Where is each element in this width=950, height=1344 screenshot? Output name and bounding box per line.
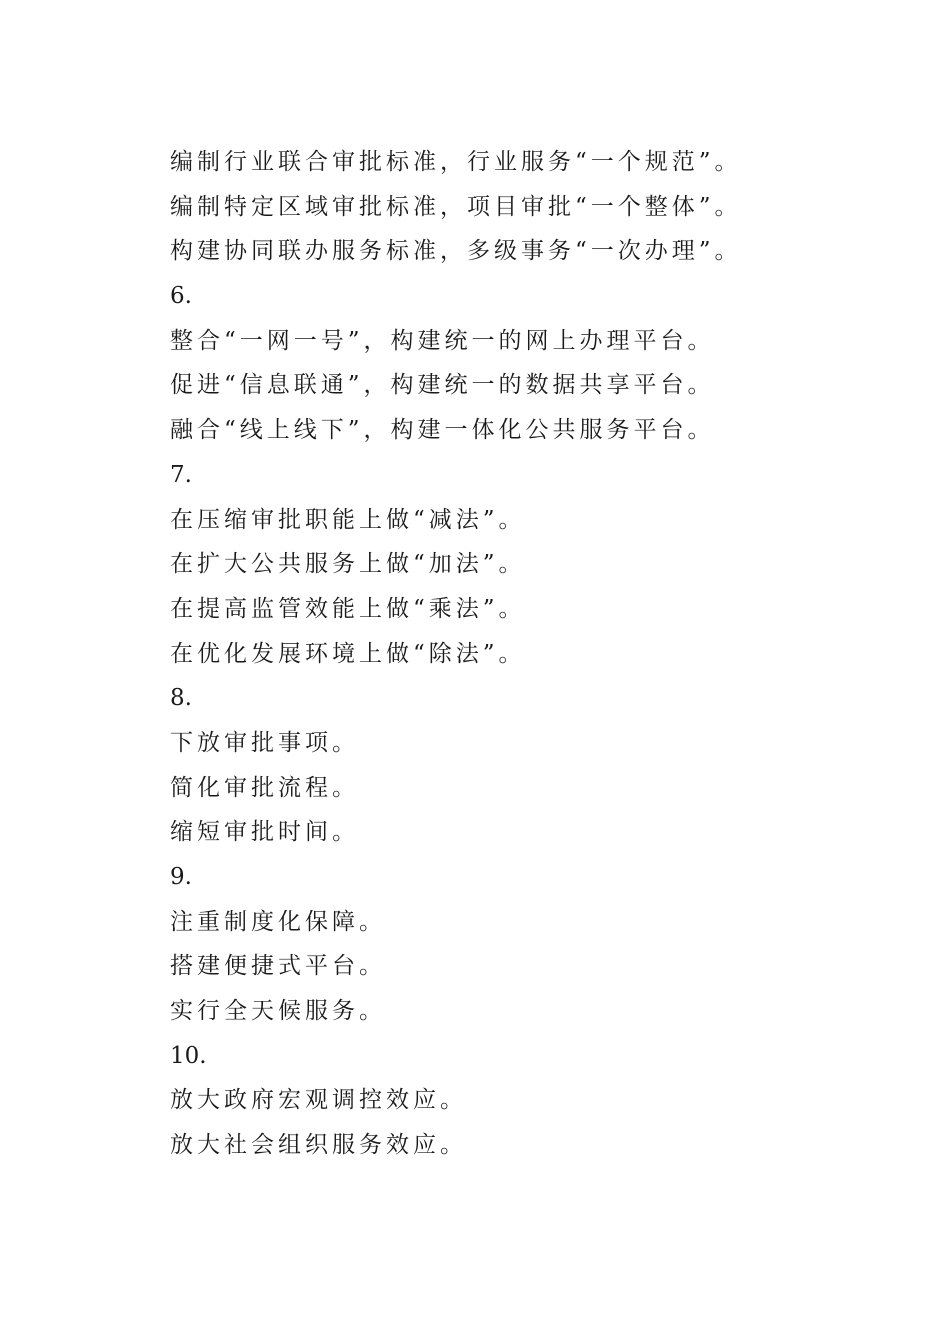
text-line: 下放审批事项。 [170,729,359,756]
text-line: 在优化发展环境上做“除法”。 [170,640,526,667]
text-line: 构建协同联办服务标准，多级事务“一次办理”。 [170,238,742,265]
text-line: 在扩大公共服务上做“加法”。 [170,551,526,578]
text-line: 整合“一网一号”，构建统一的网上办理平台。 [170,327,715,354]
text-line: 放大社会组织服务效应。 [170,1132,467,1159]
text-line: 实行全天候服务。 [170,998,386,1025]
text-line: 促进“信息联通”，构建统一的数据共享平台。 [170,372,715,399]
section-number: 6. [170,283,192,310]
section-number: 7. [170,461,192,488]
section-number: 9. [170,864,192,890]
text-line: 编制特定区域审批标准，项目审批“一个整体”。 [170,193,742,220]
text-line: 缩短审批时间。 [170,819,359,846]
text-line: 在提高监管效能上做“乘法”。 [170,595,526,622]
section-number: 10. [170,1042,207,1069]
text-line: 编制行业联合审批标准，行业服务“一个规范”。 [170,149,742,175]
section-number: 8. [170,685,192,712]
text-line: 注重制度化保障。 [170,908,386,935]
document-body [170,140,910,1168]
text-line: 在压缩审批职能上做“减法”。 [170,506,526,533]
text-line: 简化审批流程。 [170,774,359,801]
text-line: 搭建便捷式平台。 [170,953,386,980]
text-line: 放大政府宏观调控效应。 [170,1087,467,1114]
text-line: 融合“线上线下”，构建一体化公共服务平台。 [170,417,715,444]
